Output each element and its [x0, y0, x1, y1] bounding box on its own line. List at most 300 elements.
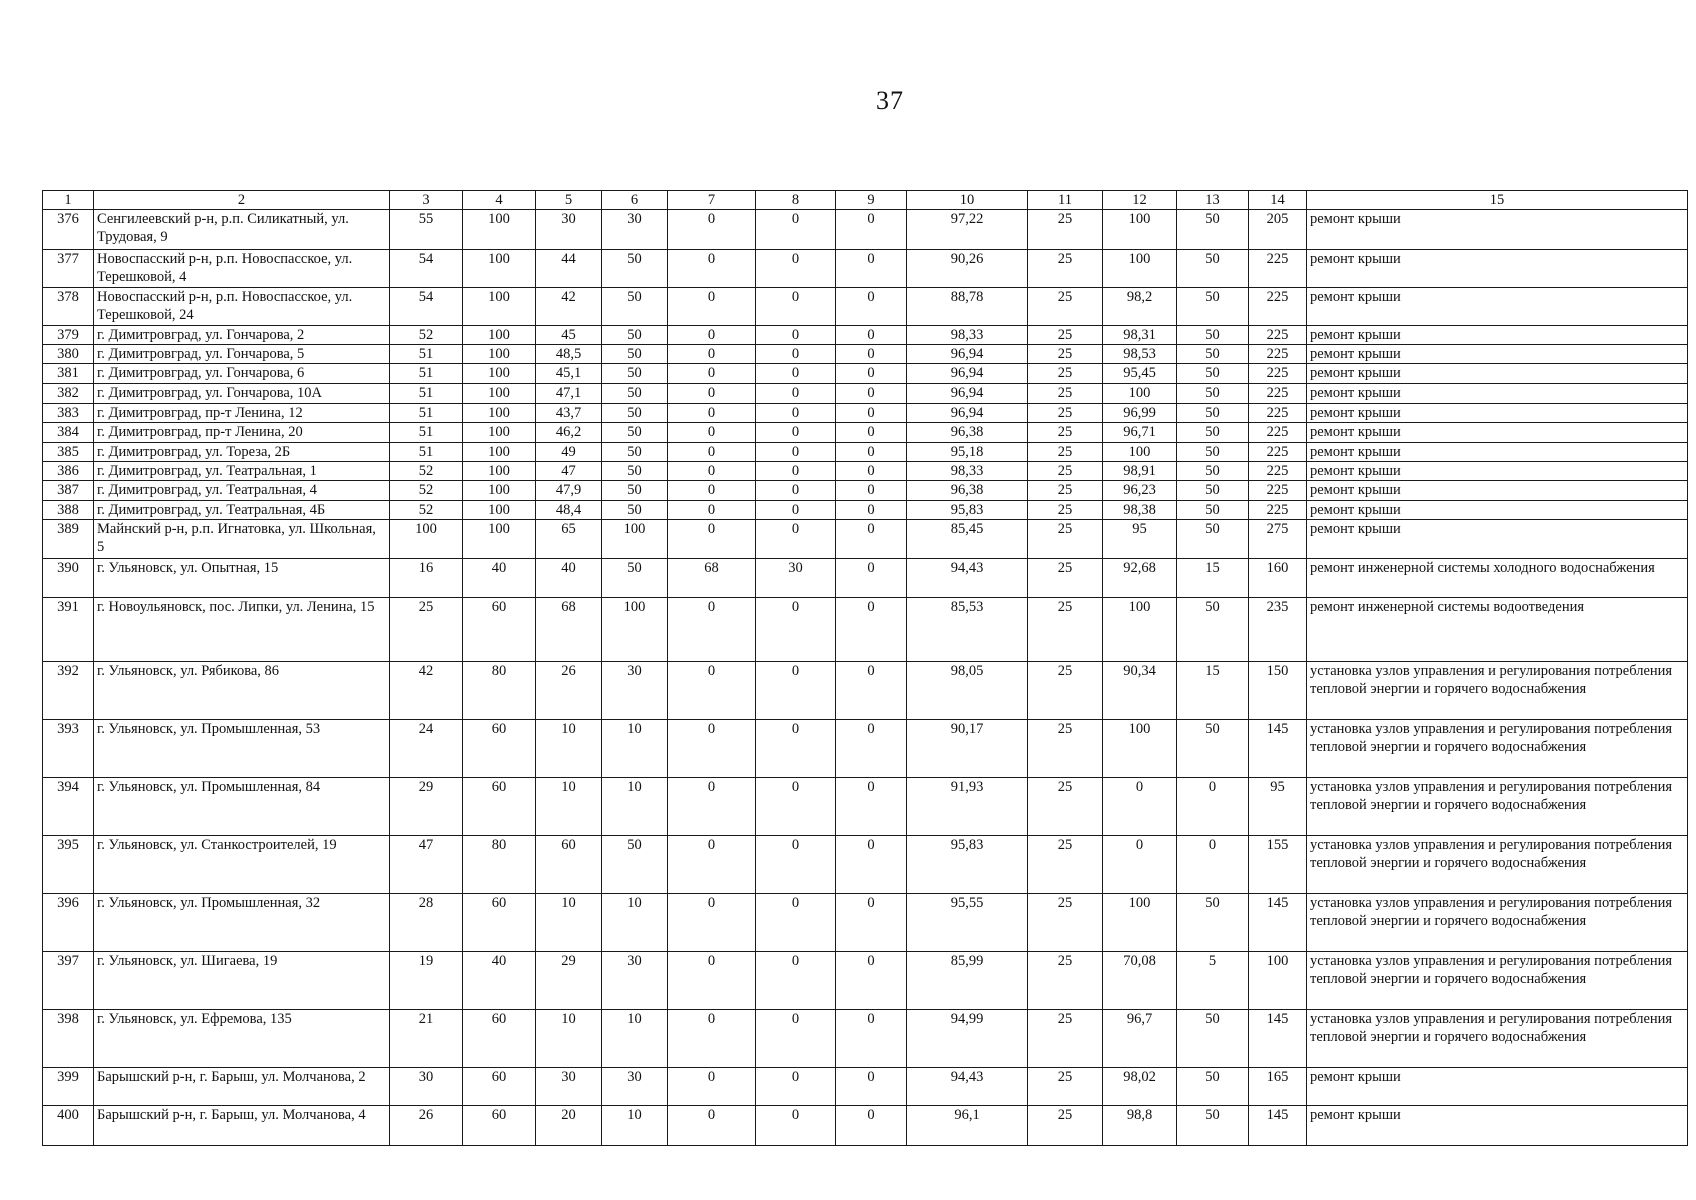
- table-cell: 45: [536, 326, 602, 345]
- table-cell: 96,71: [1103, 423, 1177, 443]
- table-cell: 0: [836, 1106, 907, 1146]
- table-cell: 225: [1249, 404, 1307, 423]
- table-cell: 50: [602, 404, 668, 423]
- table-cell: ремонт крыши: [1307, 288, 1688, 326]
- table-cell: 0: [756, 210, 836, 250]
- table-cell: 0: [668, 326, 756, 345]
- table-cell: 96,94: [907, 404, 1028, 423]
- table-cell: г. Ульяновск, ул. Ефремова, 135: [94, 1010, 390, 1068]
- table-cell: 94,99: [907, 1010, 1028, 1068]
- table-cell: 0: [668, 423, 756, 443]
- table-cell: 25: [1028, 288, 1103, 326]
- table-row: [43, 404, 1688, 423]
- column-header-2: 2: [94, 191, 390, 210]
- table-cell: 96,38: [907, 481, 1028, 501]
- column-header-3: 3: [390, 191, 463, 210]
- table-cell: 25: [1028, 345, 1103, 364]
- table-cell: 60: [463, 894, 536, 952]
- table-cell: 100: [463, 250, 536, 288]
- table-cell: 100: [463, 520, 536, 559]
- table-cell: 387: [43, 481, 94, 501]
- table-cell: 397: [43, 952, 94, 1010]
- table-cell: 50: [1177, 364, 1249, 384]
- table-cell: ремонт крыши: [1307, 364, 1688, 384]
- table-cell: 90,17: [907, 720, 1028, 778]
- table-cell: Майнский р-н, р.п. Игнатовка, ул. Школьная, 5: [94, 520, 390, 559]
- table-cell: 15: [1177, 559, 1249, 598]
- table-cell: 0: [836, 778, 907, 836]
- table-cell: ремонт крыши: [1307, 210, 1688, 250]
- table-cell: 0: [836, 520, 907, 559]
- table-cell: 0: [836, 1068, 907, 1106]
- table-cell: 25: [1028, 952, 1103, 1010]
- table-cell: ремонт крыши: [1307, 520, 1688, 559]
- table-cell: 91,93: [907, 778, 1028, 836]
- table-row: [43, 326, 1688, 345]
- table-cell: 100: [463, 462, 536, 481]
- table-cell: 40: [463, 559, 536, 598]
- table-cell: 145: [1249, 894, 1307, 952]
- table-cell: 0: [836, 598, 907, 662]
- table-cell: 145: [1249, 720, 1307, 778]
- table-cell: 100: [463, 345, 536, 364]
- table-cell: 0: [756, 501, 836, 520]
- table-cell: 48,5: [536, 345, 602, 364]
- table-cell: 51: [390, 345, 463, 364]
- table-cell: г. Димитровград, ул. Гончарова, 10А: [94, 384, 390, 404]
- table-cell: 0: [756, 364, 836, 384]
- table-cell: 225: [1249, 345, 1307, 364]
- table-row: [43, 288, 1688, 326]
- column-header-6: 6: [602, 191, 668, 210]
- table-cell: ремонт крыши: [1307, 481, 1688, 501]
- table-cell: 225: [1249, 288, 1307, 326]
- table-cell: 51: [390, 384, 463, 404]
- table-cell: 25: [1028, 720, 1103, 778]
- table-cell: 25: [1028, 662, 1103, 720]
- table-cell: 10: [536, 778, 602, 836]
- table-cell: 100: [463, 384, 536, 404]
- table-cell: 10: [602, 1010, 668, 1068]
- table-cell: 0: [668, 404, 756, 423]
- table-cell: 5: [1177, 952, 1249, 1010]
- table-cell: 393: [43, 720, 94, 778]
- table-cell: 50: [1177, 345, 1249, 364]
- table-cell: 0: [668, 1068, 756, 1106]
- table-cell: 0: [668, 662, 756, 720]
- table-cell: 95,83: [907, 836, 1028, 894]
- table-cell: 50: [1177, 520, 1249, 559]
- table-cell: 100: [463, 481, 536, 501]
- table-cell: 96,99: [1103, 404, 1177, 423]
- table-cell: 378: [43, 288, 94, 326]
- table-cell: 98,91: [1103, 462, 1177, 481]
- table-cell: г. Ульяновск, ул. Рябикова, 86: [94, 662, 390, 720]
- table-row: [43, 210, 1688, 250]
- table-cell: 0: [668, 720, 756, 778]
- table-cell: 10: [602, 720, 668, 778]
- table-cell: г. Ульяновск, ул. Шигаева, 19: [94, 952, 390, 1010]
- table-cell: 50: [602, 481, 668, 501]
- table-cell: 96,94: [907, 364, 1028, 384]
- table-cell: 98,33: [907, 326, 1028, 345]
- table-cell: 100: [602, 598, 668, 662]
- table-cell: 10: [602, 778, 668, 836]
- table-cell: 25: [1028, 1106, 1103, 1146]
- table-cell: ремонт крыши: [1307, 384, 1688, 404]
- table-cell: 94,43: [907, 1068, 1028, 1106]
- table-cell: 0: [836, 1010, 907, 1068]
- table-cell: 25: [1028, 1068, 1103, 1106]
- table-cell: 0: [836, 345, 907, 364]
- table-cell: 50: [1177, 1010, 1249, 1068]
- table-cell: 225: [1249, 501, 1307, 520]
- table-cell: 85,99: [907, 952, 1028, 1010]
- table-cell: 391: [43, 598, 94, 662]
- table-cell: 205: [1249, 210, 1307, 250]
- table-cell: 25: [1028, 364, 1103, 384]
- column-header-11: 11: [1028, 191, 1103, 210]
- table-cell: 60: [463, 778, 536, 836]
- table-cell: 10: [536, 894, 602, 952]
- table-row: [43, 520, 1688, 559]
- table-cell: 68: [536, 598, 602, 662]
- table-cell: 60: [463, 1106, 536, 1146]
- table-cell: 25: [1028, 210, 1103, 250]
- table-cell: 100: [1103, 250, 1177, 288]
- table-cell: 51: [390, 443, 463, 462]
- table-cell: 0: [756, 423, 836, 443]
- column-header-14: 14: [1249, 191, 1307, 210]
- table-cell: 225: [1249, 250, 1307, 288]
- table-cell: 97,22: [907, 210, 1028, 250]
- table-cell: 60: [463, 1068, 536, 1106]
- table-cell: 225: [1249, 384, 1307, 404]
- table-cell: 47: [536, 462, 602, 481]
- table-cell: 95,18: [907, 443, 1028, 462]
- column-header-15: 15: [1307, 191, 1688, 210]
- table-cell: 0: [836, 443, 907, 462]
- table-cell: 50: [602, 345, 668, 364]
- table-cell: 16: [390, 559, 463, 598]
- table-cell: 25: [1028, 1010, 1103, 1068]
- table-cell: 98,05: [907, 662, 1028, 720]
- table-cell: 0: [668, 250, 756, 288]
- table-row: [43, 364, 1688, 384]
- table-cell: 0: [668, 462, 756, 481]
- table-row: [43, 720, 1688, 778]
- table-cell: 0: [668, 443, 756, 462]
- table-cell: 100: [463, 404, 536, 423]
- table-cell: 26: [390, 1106, 463, 1146]
- table-cell: 0: [836, 894, 907, 952]
- table-cell: 50: [1177, 1068, 1249, 1106]
- table-cell: 0: [668, 481, 756, 501]
- table-cell: 100: [1103, 720, 1177, 778]
- table-cell: ремонт крыши: [1307, 1068, 1688, 1106]
- table-cell: 165: [1249, 1068, 1307, 1106]
- table-cell: 15: [1177, 662, 1249, 720]
- table-cell: 100: [1103, 894, 1177, 952]
- table-cell: 0: [836, 559, 907, 598]
- table-row: [43, 598, 1688, 662]
- table-row: [43, 481, 1688, 501]
- table-cell: 46,2: [536, 423, 602, 443]
- table-cell: 98,53: [1103, 345, 1177, 364]
- table-cell: 98,38: [1103, 501, 1177, 520]
- table-cell: ремонт крыши: [1307, 250, 1688, 288]
- table-cell: 155: [1249, 836, 1307, 894]
- table-cell: 96,94: [907, 345, 1028, 364]
- table-cell: 52: [390, 501, 463, 520]
- table-cell: 0: [836, 720, 907, 778]
- table-cell: 0: [836, 481, 907, 501]
- table-cell: 0: [756, 250, 836, 288]
- table-cell: 51: [390, 404, 463, 423]
- table-cell: 0: [756, 326, 836, 345]
- table-cell: 0: [668, 345, 756, 364]
- table-cell: 30: [602, 1068, 668, 1106]
- table-cell: 10: [602, 1106, 668, 1146]
- table-cell: г. Димитровград, пр-т Ленина, 20: [94, 423, 390, 443]
- data-table: [42, 190, 1688, 1146]
- table-cell: 0: [836, 423, 907, 443]
- table-cell: 29: [390, 778, 463, 836]
- column-header-8: 8: [756, 191, 836, 210]
- table-cell: 225: [1249, 481, 1307, 501]
- table-row: [43, 836, 1688, 894]
- table-row: [43, 250, 1688, 288]
- table-cell: 0: [756, 1010, 836, 1068]
- table-cell: 47: [390, 836, 463, 894]
- table-row: [43, 345, 1688, 364]
- table-cell: 25: [1028, 384, 1103, 404]
- table-cell: 98,33: [907, 462, 1028, 481]
- table-cell: 48,4: [536, 501, 602, 520]
- table-cell: 95,45: [1103, 364, 1177, 384]
- table-cell: 400: [43, 1106, 94, 1146]
- table-cell: 100: [463, 288, 536, 326]
- table-cell: установка узлов управления и регулирования потребления тепловой энергии и горячего водоснабжения: [1307, 952, 1688, 1010]
- table-cell: 21: [390, 1010, 463, 1068]
- table-cell: 95: [1249, 778, 1307, 836]
- table-cell: 50: [602, 443, 668, 462]
- table-cell: 50: [602, 384, 668, 404]
- table-cell: 100: [1103, 598, 1177, 662]
- table-cell: 399: [43, 1068, 94, 1106]
- table-cell: 0: [836, 836, 907, 894]
- table-cell: 25: [1028, 250, 1103, 288]
- table-cell: 50: [1177, 501, 1249, 520]
- table-cell: 145: [1249, 1106, 1307, 1146]
- table-cell: 0: [668, 1010, 756, 1068]
- table-cell: 98,02: [1103, 1068, 1177, 1106]
- table-cell: 0: [836, 250, 907, 288]
- table-cell: 95: [1103, 520, 1177, 559]
- table-cell: 0: [756, 520, 836, 559]
- table-cell: 385: [43, 443, 94, 462]
- table-cell: 225: [1249, 423, 1307, 443]
- table-cell: 100: [463, 210, 536, 250]
- table-cell: 47,9: [536, 481, 602, 501]
- table-cell: 50: [1177, 404, 1249, 423]
- table-cell: 100: [463, 423, 536, 443]
- table-cell: 42: [390, 662, 463, 720]
- table-cell: ремонт крыши: [1307, 462, 1688, 481]
- table-cell: 0: [756, 598, 836, 662]
- table-cell: 50: [602, 462, 668, 481]
- table-cell: 52: [390, 481, 463, 501]
- table-cell: 28: [390, 894, 463, 952]
- table-cell: 10: [536, 720, 602, 778]
- table-cell: 382: [43, 384, 94, 404]
- column-header-9: 9: [836, 191, 907, 210]
- table-cell: 0: [836, 326, 907, 345]
- table-cell: 25: [1028, 481, 1103, 501]
- column-header-10: 10: [907, 191, 1028, 210]
- table-row: [43, 952, 1688, 1010]
- table-cell: 20: [536, 1106, 602, 1146]
- table-cell: 50: [602, 250, 668, 288]
- table-cell: ремонт инженерной системы холодного водоснабжения: [1307, 559, 1688, 598]
- table-cell: 225: [1249, 443, 1307, 462]
- table-cell: ремонт крыши: [1307, 345, 1688, 364]
- table-cell: 0: [1177, 836, 1249, 894]
- table-cell: 30: [756, 559, 836, 598]
- table-cell: ремонт крыши: [1307, 326, 1688, 345]
- table-cell: 0: [756, 345, 836, 364]
- table-cell: 0: [756, 443, 836, 462]
- column-header-5: 5: [536, 191, 602, 210]
- table-cell: ремонт крыши: [1307, 443, 1688, 462]
- table-cell: 100: [602, 520, 668, 559]
- table-cell: 50: [1177, 210, 1249, 250]
- table-cell: 275: [1249, 520, 1307, 559]
- table-cell: 225: [1249, 462, 1307, 481]
- column-header-13: 13: [1177, 191, 1249, 210]
- table-cell: 0: [756, 662, 836, 720]
- table-cell: 145: [1249, 1010, 1307, 1068]
- table-cell: 80: [463, 836, 536, 894]
- table-cell: 25: [1028, 462, 1103, 481]
- table-cell: 0: [756, 836, 836, 894]
- table-cell: 100: [390, 520, 463, 559]
- table-cell: 392: [43, 662, 94, 720]
- table-cell: 68: [668, 559, 756, 598]
- table-cell: 0: [1177, 778, 1249, 836]
- table-cell: г. Димитровград, ул. Гончарова, 5: [94, 345, 390, 364]
- table-cell: 380: [43, 345, 94, 364]
- table-row: [43, 501, 1688, 520]
- table-cell: 25: [1028, 443, 1103, 462]
- table-cell: Новоспасский р-н, р.п. Новоспасское, ул. Терешковой, 24: [94, 288, 390, 326]
- table-cell: 0: [668, 501, 756, 520]
- table-cell: 30: [536, 1068, 602, 1106]
- table-cell: 51: [390, 423, 463, 443]
- table-cell: установка узлов управления и регулирования потребления тепловой энергии и горячего водоснабжения: [1307, 662, 1688, 720]
- table-cell: 225: [1249, 364, 1307, 384]
- table-cell: 25: [1028, 501, 1103, 520]
- table-cell: 25: [1028, 778, 1103, 836]
- table-cell: 0: [836, 404, 907, 423]
- table-cell: г. Димитровград, ул. Гончарова, 6: [94, 364, 390, 384]
- table-cell: 100: [463, 501, 536, 520]
- table-cell: 0: [836, 662, 907, 720]
- table-cell: 30: [602, 210, 668, 250]
- table-cell: 50: [1177, 481, 1249, 501]
- table-cell: г. Ульяновск, ул. Промышленная, 53: [94, 720, 390, 778]
- table-cell: 40: [536, 559, 602, 598]
- table-row: [43, 894, 1688, 952]
- table-cell: Барышский р-н, г. Барыш, ул. Молчанова, 2: [94, 1068, 390, 1106]
- table-cell: 90,34: [1103, 662, 1177, 720]
- table-row: [43, 778, 1688, 836]
- table-cell: г. Димитровград, ул. Театральная, 1: [94, 462, 390, 481]
- table-row: [43, 662, 1688, 720]
- table-cell: 0: [668, 364, 756, 384]
- table-cell: 50: [602, 288, 668, 326]
- table-cell: 0: [1103, 778, 1177, 836]
- table-cell: 388: [43, 501, 94, 520]
- table-cell: 0: [668, 1106, 756, 1146]
- table-cell: 51: [390, 364, 463, 384]
- table-cell: 0: [836, 384, 907, 404]
- table-cell: 50: [1177, 384, 1249, 404]
- table-cell: установка узлов управления и регулирования потребления тепловой энергии и горячего водоснабжения: [1307, 778, 1688, 836]
- table-row: [43, 559, 1688, 598]
- table-row: [43, 1106, 1688, 1146]
- table-cell: 95,83: [907, 501, 1028, 520]
- table-cell: 398: [43, 1010, 94, 1068]
- table-cell: 98,31: [1103, 326, 1177, 345]
- table-cell: 92,68: [1103, 559, 1177, 598]
- table-cell: 25: [1028, 559, 1103, 598]
- table-cell: 80: [463, 662, 536, 720]
- table-cell: 25: [1028, 598, 1103, 662]
- table-cell: 0: [668, 210, 756, 250]
- table-cell: г. Ульяновск, ул. Промышленная, 32: [94, 894, 390, 952]
- table-cell: 54: [390, 288, 463, 326]
- table-cell: 45,1: [536, 364, 602, 384]
- table-row: [43, 1068, 1688, 1106]
- table-row: [43, 384, 1688, 404]
- table-cell: 25: [1028, 520, 1103, 559]
- page-number: 37: [876, 86, 904, 115]
- table-cell: 0: [756, 404, 836, 423]
- table-cell: г. Димитровград, ул. Театральная, 4: [94, 481, 390, 501]
- table-cell: 100: [1103, 443, 1177, 462]
- table-cell: 19: [390, 952, 463, 1010]
- table-cell: г. Димитровград, пр-т Ленина, 12: [94, 404, 390, 423]
- table-cell: г. Димитровград, ул. Гончарова, 2: [94, 326, 390, 345]
- table-cell: установка узлов управления и регулирования потребления тепловой энергии и горячего водоснабжения: [1307, 894, 1688, 952]
- table-cell: 95,55: [907, 894, 1028, 952]
- table-cell: 25: [390, 598, 463, 662]
- table-cell: 0: [836, 462, 907, 481]
- table-cell: 24: [390, 720, 463, 778]
- table-cell: 0: [836, 364, 907, 384]
- table-cell: 0: [668, 894, 756, 952]
- column-header-4: 4: [463, 191, 536, 210]
- table-cell: 50: [1177, 894, 1249, 952]
- table-cell: 50: [1177, 1106, 1249, 1146]
- table-cell: 381: [43, 364, 94, 384]
- table-row: [43, 462, 1688, 481]
- column-header-7: 7: [668, 191, 756, 210]
- table-cell: Сенгилеевский р-н, р.п. Силикатный, ул. Трудовая, 9: [94, 210, 390, 250]
- table-cell: 96,23: [1103, 481, 1177, 501]
- table-cell: 0: [756, 894, 836, 952]
